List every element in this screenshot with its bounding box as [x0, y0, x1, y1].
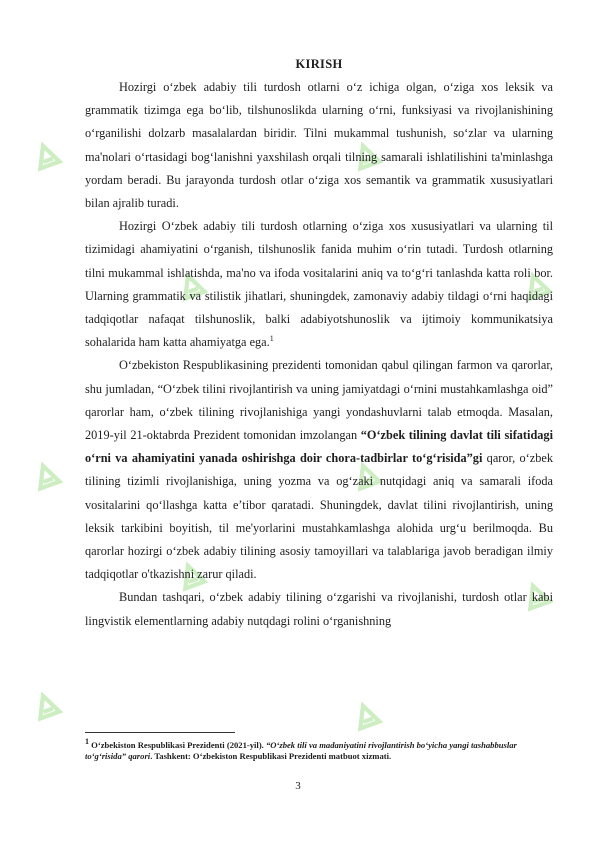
footnote-lead: O‘zbekiston Respublikasi Prezidenti (2021-yil).: [89, 740, 266, 750]
paragraph-1: Hozirgi o‘zbek adabiy tili turdosh otlarni o‘z ichiga olgan, o‘ziga xos leksik va grammatik tizimga ega bo‘lib, tilshunoslikda ularning o‘rni, funksiyasi va rivojlanishining o‘rganilishi dolzarb masalalardan biridir. Tilni mukammal tushunish, so‘zlar va ularning ma'nolari o‘rtasidagi bog‘lanishni yaxshilash orqali tilning samarali ishlatilishini ta'minlashga yordam beradi. Bu jarayonda turdosh otlar o‘ziga xos semantik va grammatik xususiyatlari bilan ajralib turadi.: [85, 80, 553, 211]
paragraph-2-text: Hozirgi O‘zbek adabiy tili turdosh otlarning o‘ziga xos xususiyatlari va ularning til tizimidagi ahamiyatini o‘rganish, tilshunoslik fanida muhim o‘rin tutadi. Turdosh otlarning tilni mukammal ishlatishda, ma'no va ifoda vositalarini aniq va to‘g‘ri tanlashda katta roli bor. Ularning grammatik va stilistik jihatlari, shuningdek, zamonaviy adabiy tildagi o‘rni haqidagi tadqiqotlar nafaqat tilshunoslik, balki adabiyotshunoslik va ijtimoiy kommunikatsiya sohalarida ham katta ahamiyatga ega.: [85, 219, 553, 350]
footnote-reference[interactable]: 1: [269, 334, 274, 344]
paragraph-4: Bundan tashqari, o‘zbek adabiy tilining o‘zgarishi va rivojlanishi, turdosh otlar kabi lingvistik elementlarning adabiy nutqdagi rolini o‘rganishning: [85, 590, 553, 628]
footnote: [85, 737, 553, 762]
watermark-logo-icon: [25, 685, 69, 729]
paragraph-3: [85, 354, 553, 586]
document-body: [85, 56, 553, 633]
footnote-tail: . Tashkent: O‘zbekiston Respublikasi Prezidenti matbuot xizmati.: [150, 751, 392, 761]
watermark-logo-icon: [25, 455, 69, 499]
paragraph-3-text-end: qaror, o‘zbek tilining tizimli rivojlanishiga, uning yozma va og‘zaki nutqidagi aniq va samarali ifoda vositalarini qo‘llashga katta e’tibor qaratadi. Shuningdek, davlat tilini rivojlantirish, uning leksik tarkibini boyitish, til me'yorlarini mustahkamlashga alohida urg‘u berilmoqda. Bu qarorlar hozirgi o‘zbek adabiy tilining asosiy tamoyillari va talablariga javob beradigan ilmiy tadqiqotlar o'tkazishni zarur qiladi.: [85, 451, 553, 582]
paragraph-2: [85, 215, 553, 354]
decree-title: “O‘zbek tilining davlat tili sifatidagi o‘rni va ahamiyatini yanada oshirishga doir chora-tadbirlar to‘g‘risida”gi: [85, 428, 553, 466]
page-title: KIRISH: [295, 57, 343, 71]
footnote-mark: 1: [85, 737, 89, 747]
paragraph-3-text-start: O‘zbekiston Respublikasining prezidenti tomonidan qabul qilingan farmon va qarorlar, shu jumladan, “O‘zbek tilini rivojlantirish va uning jamiyatdagi o‘rnini mustahkamlashga oid” qarorlar ham, o‘zbek tilining rivojlanishiga yangi yondashuvlarni talab etmoqda. Masalan, 2019-yil 21-oktabrda Prezident tomonidan imzolangan: [85, 358, 553, 443]
footnote-title: “O‘zbek tili va madaniyatini rivojlantirish bo‘yicha yangi tashabbuslar to‘g‘risida” qarori: [85, 740, 517, 761]
watermark-logo-icon: [345, 695, 389, 739]
watermark-logo-icon: [25, 135, 69, 179]
page-number: 3: [295, 780, 301, 792]
footnote-divider: [85, 732, 235, 733]
